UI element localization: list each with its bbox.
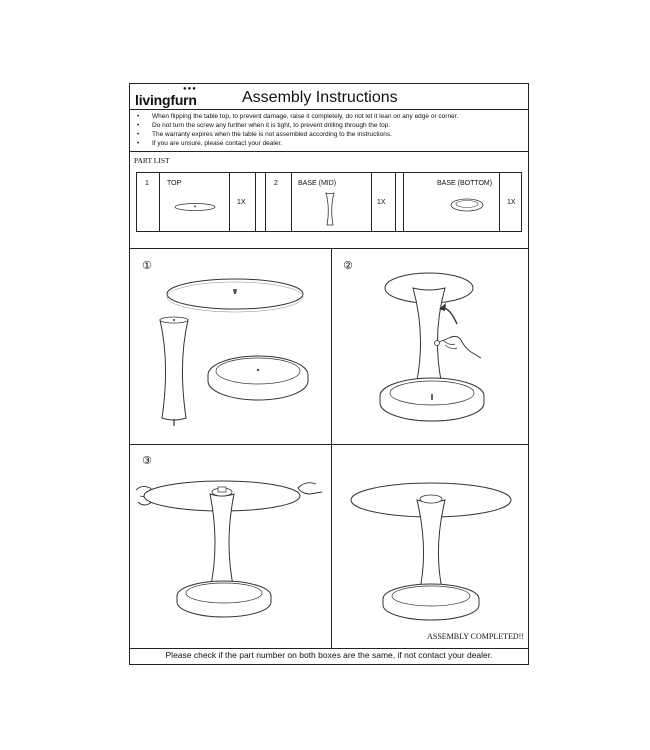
cell-border [255,173,256,231]
footer-note: Please check if the part number on both boxes are the same, if not contact your dealer. [165,650,493,660]
divider [130,109,528,110]
part-qty: 1X [507,199,516,206]
step-number: ② [343,259,353,272]
part-name: BASE (MID) [298,180,337,187]
part-number: 2 [274,180,278,187]
note-item: • The warranty expires when the table is not assembled according to the instructions. [134,130,458,139]
logo-dots-icon: ●●● [183,86,197,92]
brand-name: livingfurn [135,92,197,108]
step-1-illustration [130,248,330,444]
note-item: • Do not turn the screw any further when it is tight, to prevent drilling through the top. [134,121,458,130]
completed-table-illustration [331,444,530,648]
step-2-illustration [331,248,530,444]
base-mid-icon [325,192,335,226]
step-3-illustration [130,444,330,648]
part-list-label: PART LIST [134,156,170,165]
instruction-sheet [129,83,529,665]
part-list-table [136,172,522,232]
step-number: ③ [142,454,152,467]
divider [130,151,528,152]
part-qty: 1X [377,199,386,206]
note-item: • If you are unsure, please contact your dealer. [134,139,458,148]
warning-notes [134,112,458,148]
part-qty: 1X [237,199,246,206]
divider [130,648,528,649]
note-item: • When flipping the table top, to prevent damage, raise it completely, do not let it lean on any edge or corner. [134,112,458,121]
step-number: ① [142,259,152,272]
part-name: BASE (BOTTOM) [437,180,493,187]
assembly-completed-label: ASSEMBLY COMPLETED!! [427,632,524,641]
cell-border [403,173,404,231]
page-title: Assembly Instructions [242,89,398,106]
cell-border [265,173,266,231]
base-bottom-icon [449,197,485,213]
part-name: TOP [167,180,182,187]
table-top-icon [173,201,217,213]
cell-border [229,173,230,231]
cell-border [499,173,500,231]
cell-border [395,173,396,231]
part-number: 1 [145,180,149,187]
cell-border [291,173,292,231]
cell-border [159,173,160,231]
cell-border [371,173,372,231]
